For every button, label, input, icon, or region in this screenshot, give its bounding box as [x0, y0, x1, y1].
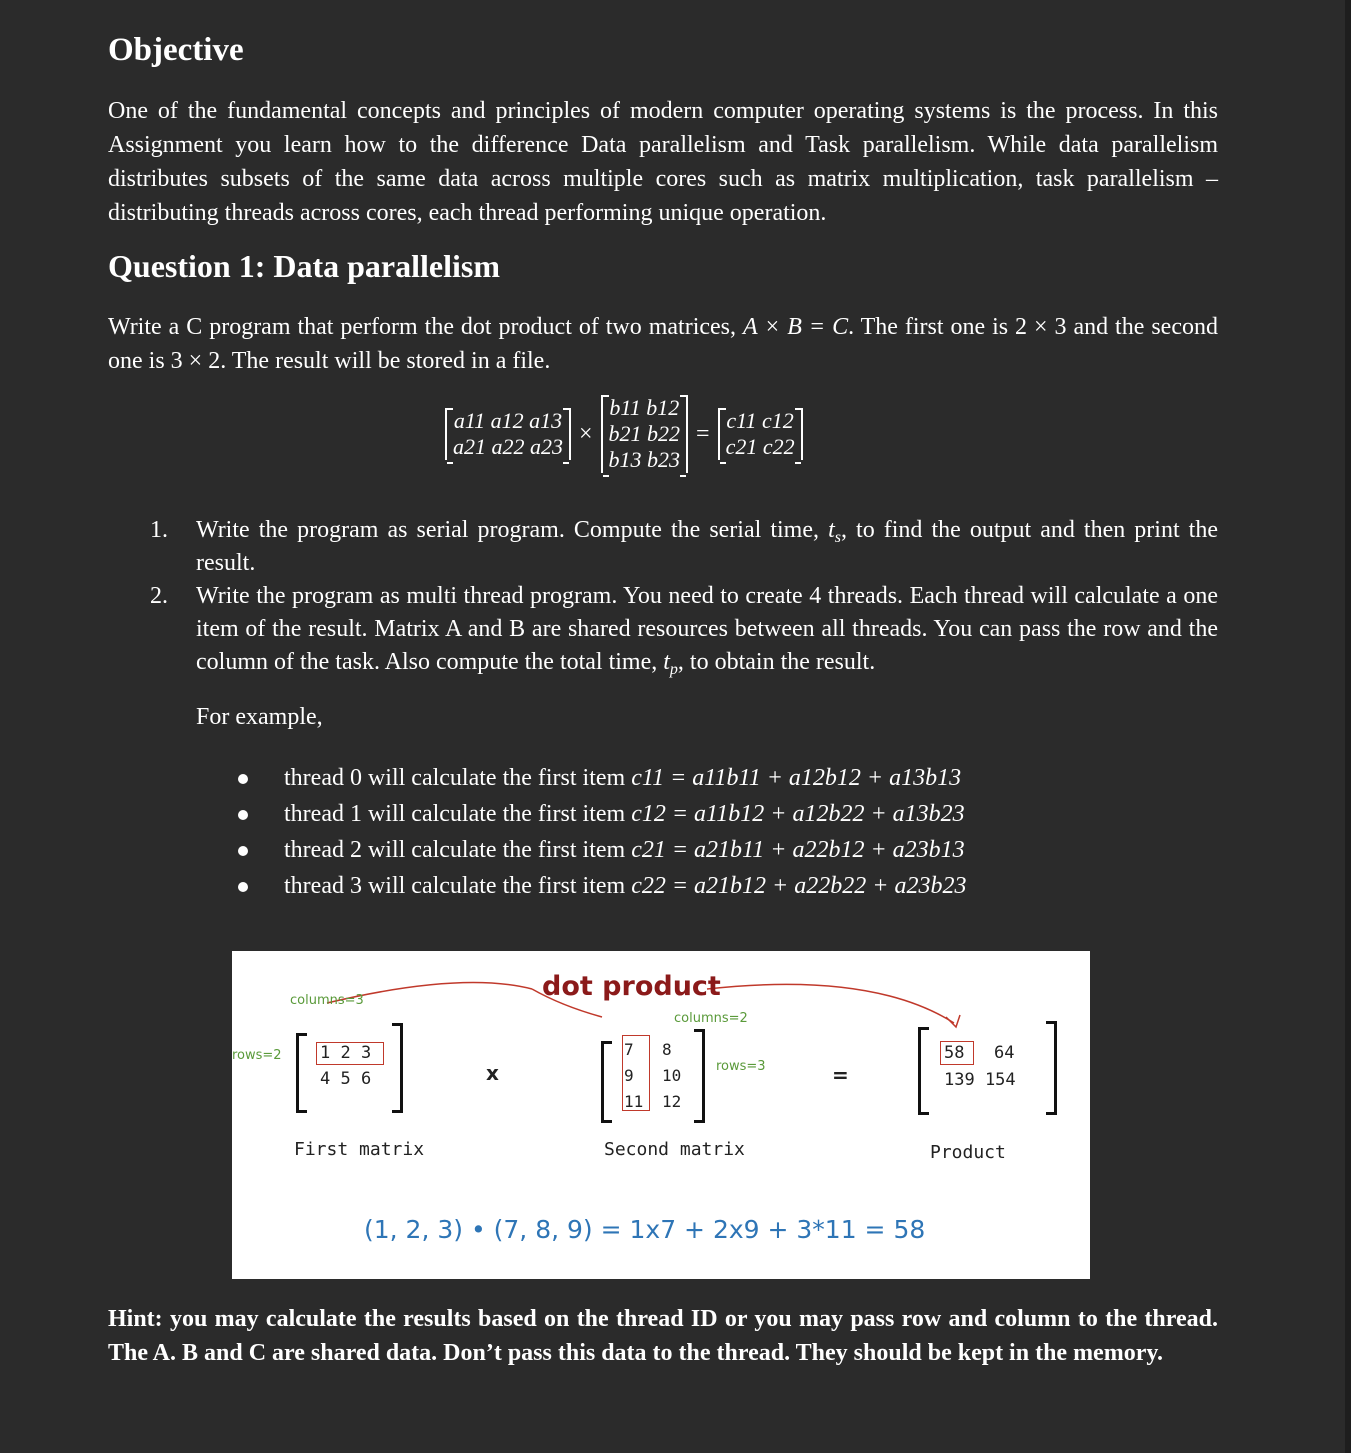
item-text: Write the program as serial program. Compute the serial time, [196, 517, 829, 543]
list-item [236, 832, 966, 868]
thread-formula: c12 = a11b12 + a12b22 + a13b23 [631, 801, 965, 827]
second-matrix-left-bracket [601, 1041, 612, 1123]
thread-text: thread 2 will calculate the first item [284, 837, 632, 863]
thread-formula: c11 = a11b11 + a12b12 + a13b13 [631, 765, 962, 791]
second-matrix-col [624, 1037, 643, 1115]
thread-list [236, 760, 966, 904]
product-right-bracket [1046, 1021, 1057, 1115]
time-variable: t [663, 649, 670, 675]
matrix-cell: 12 [662, 1092, 682, 1111]
first-matrix-left-bracket [296, 1033, 307, 1113]
thread-text: thread 3 will calculate the first item [284, 873, 632, 899]
example-label: For example, [196, 704, 323, 730]
list-item [236, 796, 966, 832]
matrix-cell: 9 [624, 1066, 634, 1085]
matrix-cell: 7 [624, 1040, 634, 1059]
product-label: Product [930, 1142, 1006, 1163]
matrix-b-row: b21 b22 [608, 421, 681, 446]
thread-formula: c22 = a21b12 + a22b22 + a23b23 [631, 873, 967, 899]
question1-heading: Question 1: Data parallelism [108, 248, 500, 284]
intro-text-end: . The first one is 2 × 3 and the second one is 3 × 2. The result will be stored in a file. [108, 314, 1218, 374]
item-number: 2. [150, 583, 168, 609]
matrix-b-row: b13 b23 [608, 447, 681, 472]
objective-paragraph: One of the fundamental concepts and principles of modern computer operating systems is the process. In this Assignment you learn how to the difference Data parallelism and Task parallelism. While data parallelism distributes subsets of the same data across multiple cores such as matrix multiplication, task parallelism – distributing threads across cores, each thread performing unique operation. [108, 98, 1218, 226]
question1-intro [108, 310, 1218, 378]
list-item [150, 580, 1218, 679]
intro-equation: A × B = C [742, 314, 849, 340]
second-matrix-col [662, 1037, 681, 1115]
figure-title: dot product [542, 971, 721, 1002]
thread-text: thread 0 will calculate the first item [284, 765, 632, 791]
first-matrix-label: First matrix [294, 1139, 425, 1160]
item-text: Write the program as multi thread program. You need to create 4 threads. Each thread will calculate a one item of the result. Matrix A and B are shared resources between all threads. You can pass the row and the column of the task. Also compute the total time, [196, 583, 1218, 675]
bullet-icon [238, 846, 248, 856]
matrix-a-row: a11 a12 a13 [453, 408, 563, 433]
figure-equals-symbol: = [832, 1063, 849, 1087]
list-item [236, 760, 966, 796]
figure-times-symbol: x [486, 1061, 499, 1085]
first-columns-label: columns=3 [290, 993, 364, 1008]
item-text-end: , to find the output and then print the result. [196, 517, 1219, 576]
matrix-a-row: a21 a22 a23 [453, 434, 563, 459]
thread-text: thread 1 will calculate the first item [284, 801, 632, 827]
task-list [150, 514, 1218, 679]
second-matrix-label: Second matrix [604, 1139, 745, 1160]
matrix-c-row: c11 c12 [726, 408, 794, 433]
time-subscript: s [834, 529, 841, 546]
time-subscript: p [669, 661, 678, 678]
intro-text: Write a C program that perform the dot product of two matrices, [108, 314, 743, 340]
item-number: 1. [150, 517, 168, 543]
bullet-icon [238, 810, 248, 820]
first-matrix-right-bracket [392, 1023, 403, 1113]
matrix-b-row: b11 b12 [609, 395, 680, 420]
matrix-cell: 11 [624, 1092, 644, 1111]
product-cell: 58 [944, 1043, 965, 1063]
first-rows-label: rows=2 [232, 1048, 282, 1063]
first-matrix-row: 4 5 6 [320, 1069, 372, 1089]
product-cell: 64 [994, 1043, 1015, 1063]
matrix-c-row: c21 c22 [725, 434, 795, 459]
matrix-cell: 10 [662, 1066, 682, 1085]
matrix-c [718, 408, 803, 460]
dot-product-figure [232, 951, 1090, 1279]
first-matrix-row: 1 2 3 [320, 1043, 372, 1063]
bullet-icon [238, 882, 248, 892]
thread-formula: c21 = a21b11 + a22b12 + a23b13 [631, 837, 965, 863]
objective-heading: Objective [108, 32, 244, 68]
matrix-a [445, 408, 571, 460]
bullet-icon [238, 774, 248, 784]
product-left-bracket [918, 1027, 929, 1115]
list-item [236, 868, 966, 904]
list-item [150, 514, 1218, 580]
product-row: 139 154 [944, 1070, 1016, 1090]
item-text-end: , to obtain the result. [677, 649, 876, 675]
second-matrix-right-bracket [694, 1029, 705, 1123]
matrix-b [601, 395, 689, 473]
equals-symbol: = [696, 421, 710, 447]
arrow-head-icon [946, 1015, 960, 1027]
matrix-cell: 8 [662, 1040, 672, 1059]
second-rows-label: rows=3 [716, 1059, 766, 1074]
matrix-equation [445, 395, 803, 473]
second-columns-label: columns=2 [674, 1011, 748, 1026]
hint-text: Hint: you may calculate the results based on the thread ID or you may pass row and column to the thread. The A. B and C are shared data. Don’t pass this data to the thread. They should be kept in the memory. [108, 1306, 1218, 1366]
page-edge [1345, 0, 1351, 1453]
dot-product-formula: (1, 2, 3) • (7, 8, 9) = 1x7 + 2x9 + 3*11 = 58 [364, 1215, 926, 1244]
times-symbol: × [579, 421, 593, 447]
time-variable: t [828, 517, 835, 543]
